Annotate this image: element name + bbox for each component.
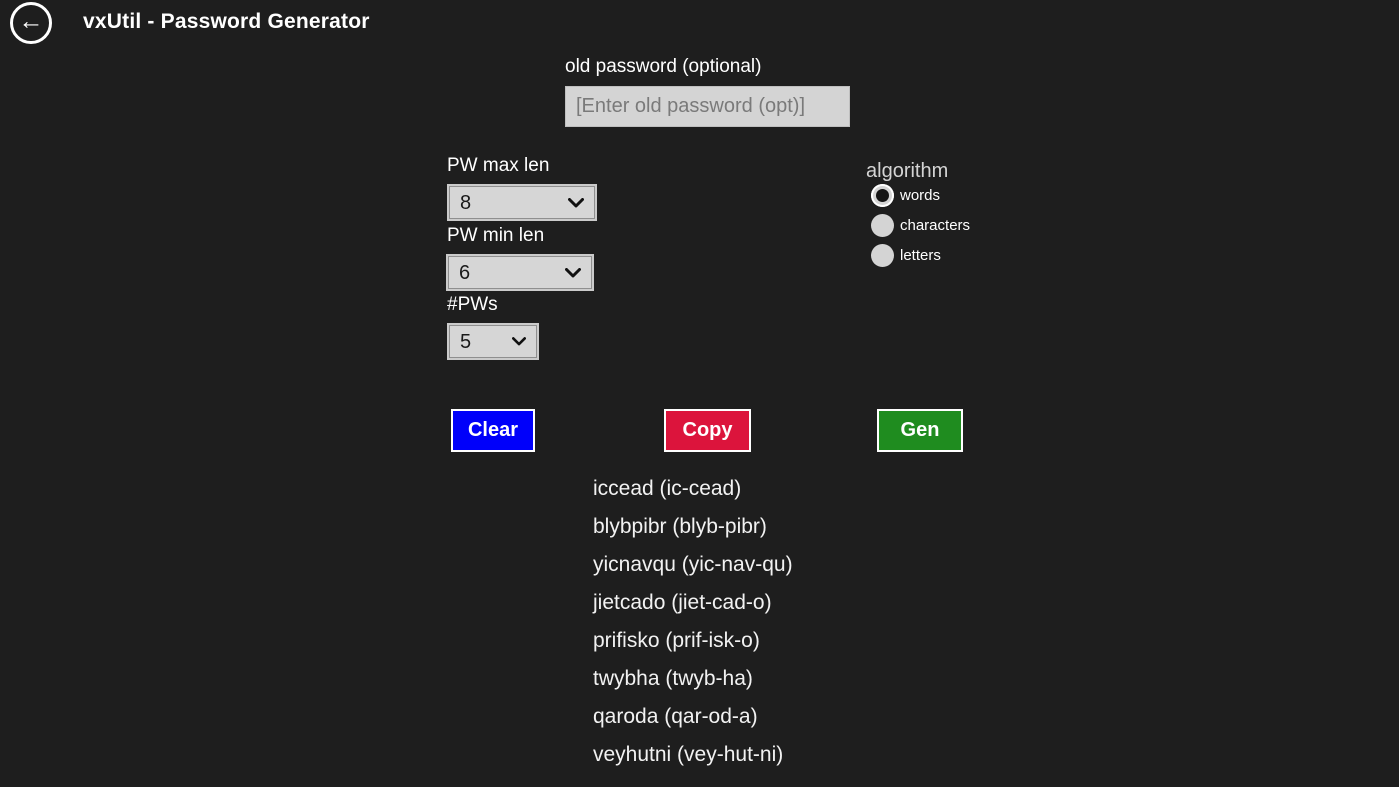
radio-option-label: characters <box>900 217 971 234</box>
password-result: jietcado (jiet-cad-o) <box>593 591 772 614</box>
chevron-down-icon <box>568 198 584 208</box>
password-results-list <box>593 470 793 774</box>
password-result: prifisko (prif-isk-o) <box>593 629 760 652</box>
copy-button[interactable]: Copy <box>664 409 751 452</box>
radio-option-letters[interactable] <box>871 244 941 267</box>
password-result: twybha (twyb-ha) <box>593 667 753 690</box>
num-pws-value: 5 <box>460 330 472 353</box>
pw-max-len-label: PW max len <box>447 155 550 176</box>
num-pws-label: #PWs <box>447 294 498 315</box>
gen-button[interactable]: Gen <box>877 409 963 452</box>
clear-button[interactable]: Clear <box>451 409 535 452</box>
pw-max-len-value: 8 <box>460 191 472 214</box>
page-title: vxUtil - Password Generator <box>83 10 370 33</box>
pw-min-len-value: 6 <box>459 261 471 284</box>
radio-unselected-icon <box>871 244 894 267</box>
chevron-down-icon <box>512 337 526 346</box>
radio-option-label: letters <box>900 247 941 264</box>
algorithm-label: algorithm <box>866 160 949 182</box>
pw-max-len-select[interactable] <box>449 186 595 219</box>
radio-selected-icon <box>871 184 894 207</box>
password-result: iccead (ic-cead) <box>593 477 742 500</box>
pw-min-len-select[interactable] <box>448 256 592 289</box>
num-pws-select[interactable] <box>449 325 537 358</box>
back-arrow-icon: ← <box>18 7 44 35</box>
password-result: qaroda (qar-od-a) <box>593 705 758 728</box>
old-password-label: old password (optional) <box>565 56 762 77</box>
radio-option-characters[interactable] <box>871 214 970 237</box>
radio-unselected-icon <box>871 214 894 237</box>
radio-option-words[interactable] <box>871 184 940 207</box>
password-result: yicnavqu (yic-nav-qu) <box>593 553 793 576</box>
chevron-down-icon <box>565 268 581 278</box>
old-password-input[interactable] <box>565 86 850 127</box>
back-button[interactable] <box>10 2 52 44</box>
pw-min-len-label: PW min len <box>447 225 545 246</box>
password-result: blybpibr (blyb-pibr) <box>593 515 767 538</box>
radio-option-label: words <box>900 187 941 204</box>
password-result: veyhutni (vey-hut-ni) <box>593 743 784 766</box>
